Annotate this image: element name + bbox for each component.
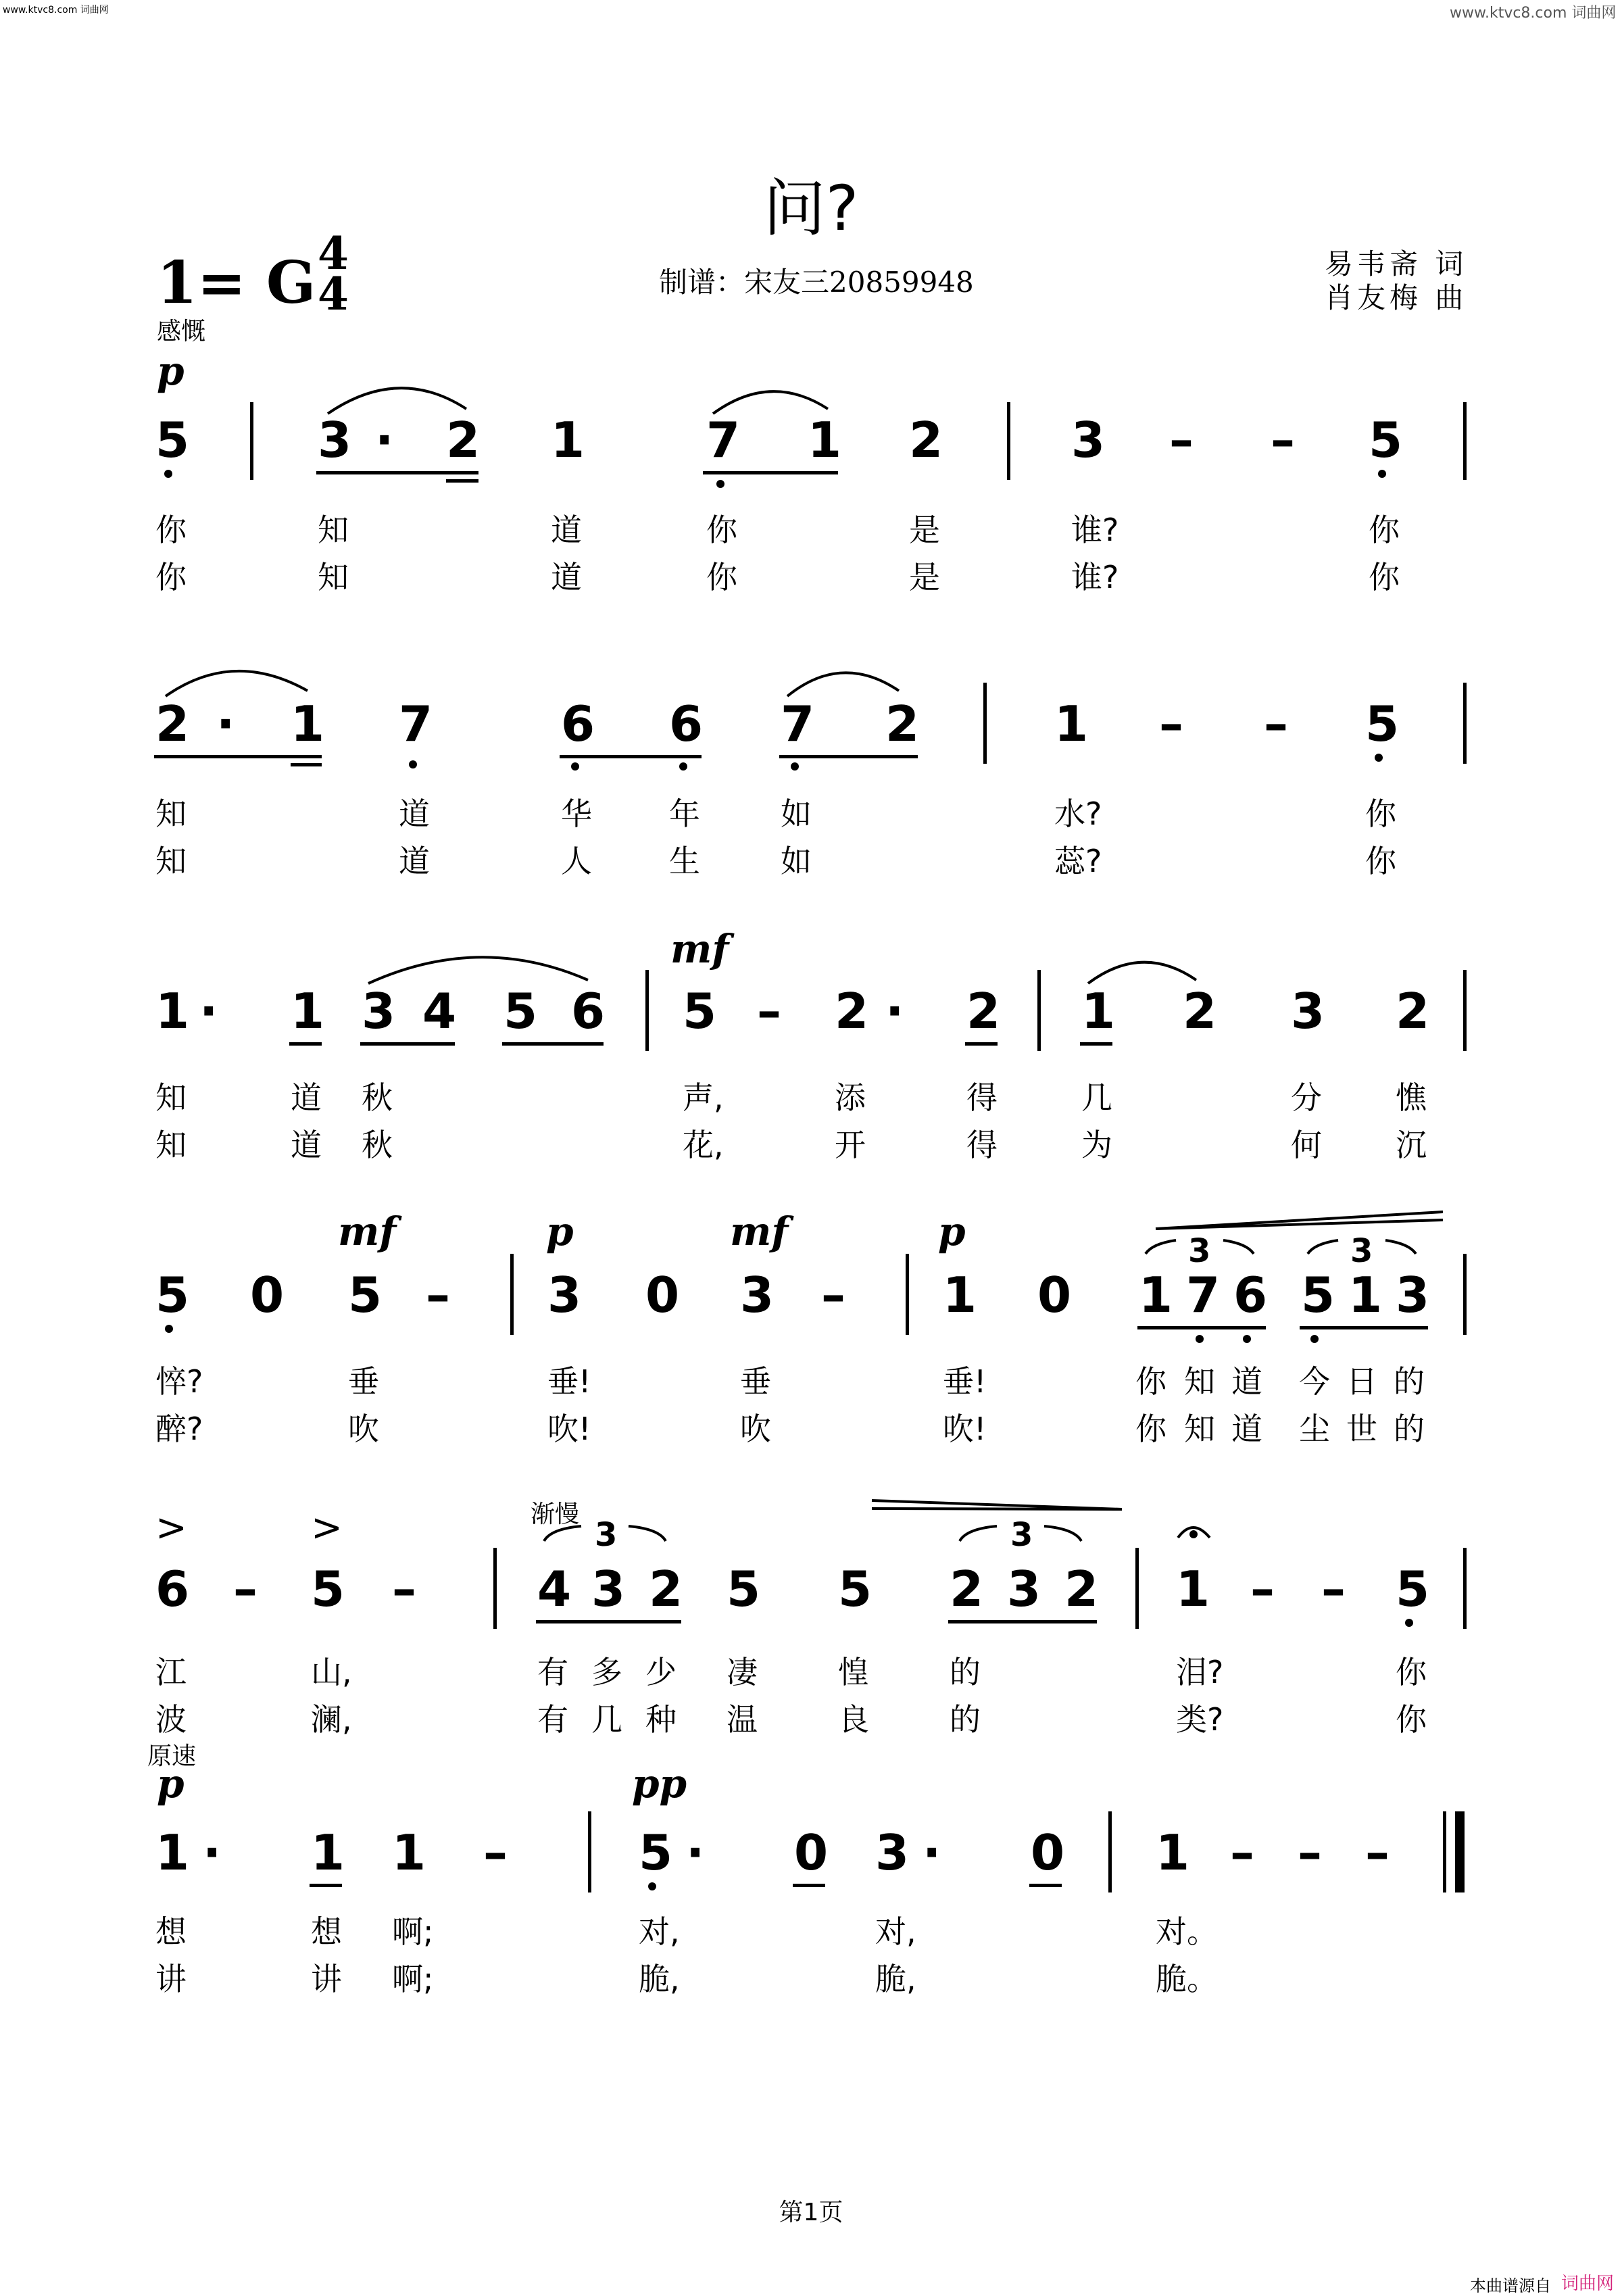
lyric: 啊; — [392, 1961, 434, 1997]
dynamic-p: p — [157, 348, 185, 394]
dash: – — [1159, 695, 1183, 752]
dot-extension: · — [199, 983, 218, 1040]
note: 5 — [155, 412, 190, 468]
dot-extension: · — [686, 1824, 705, 1881]
lyric: 你 — [1135, 1411, 1166, 1447]
lyric: 你 — [706, 559, 737, 595]
lyricist-credit: 易韦斋 词 — [1325, 247, 1468, 280]
lyric: 啊; — [392, 1913, 434, 1950]
lyric: 水? — [1054, 796, 1102, 832]
triplet-mark: 3 — [1010, 1516, 1033, 1554]
dot-extension: · — [885, 983, 904, 1040]
dot-extension: · — [923, 1824, 941, 1881]
lyric: 垂! — [943, 1363, 987, 1400]
lyric: 道 — [399, 843, 430, 879]
lyric: 添 — [835, 1079, 866, 1116]
note: 2 — [966, 983, 1001, 1040]
composer-credit: 肖友梅 曲 — [1325, 281, 1468, 314]
slur — [1088, 962, 1196, 983]
note: 6 — [1233, 1267, 1268, 1323]
lyric: 良 — [838, 1701, 869, 1738]
lyric: 生 — [669, 843, 700, 879]
lyric: 想 — [155, 1913, 187, 1950]
dash: – — [1264, 695, 1288, 752]
lyric: 日 — [1346, 1363, 1377, 1400]
lyric: 垂! — [547, 1363, 591, 1400]
note: 6 — [669, 695, 704, 752]
note: 2 — [155, 695, 190, 752]
lyric: 醉? — [155, 1411, 203, 1447]
lyric: 凄 — [727, 1654, 758, 1690]
lyric: 今 — [1299, 1363, 1330, 1400]
lyric: 吹 — [740, 1411, 771, 1447]
note: 3 — [318, 412, 352, 468]
note: 5 — [838, 1561, 873, 1617]
lyric: 脆, — [639, 1961, 680, 1997]
note: 5 — [639, 1824, 673, 1881]
lyric: 是 — [909, 559, 940, 595]
lyric: 声, — [683, 1079, 724, 1116]
triplet-bracket — [544, 1526, 666, 1541]
rest: 0 — [794, 1824, 829, 1881]
note: 6 — [155, 1561, 190, 1617]
note: 5 — [155, 1267, 190, 1323]
dash: – — [821, 1267, 845, 1323]
dash: – — [757, 983, 781, 1040]
lyric: 泪? — [1176, 1654, 1224, 1690]
note: 3 — [1071, 412, 1106, 468]
lyric: 知 — [318, 512, 349, 548]
note: 1 — [155, 983, 190, 1040]
note: 3 — [740, 1267, 775, 1323]
note: 1 — [808, 412, 842, 468]
note: 2 — [835, 983, 869, 1040]
lyric: 得 — [966, 1079, 998, 1116]
site-logo: 词曲网 — [1561, 2274, 1615, 2294]
note: 5 — [1301, 1267, 1335, 1323]
lyric: 几 — [591, 1701, 622, 1738]
note: 5 — [1396, 1561, 1430, 1617]
note: 5 — [1365, 695, 1400, 752]
note: 1 — [291, 695, 325, 752]
note: 7 — [706, 412, 741, 468]
lyric: 人 — [561, 843, 592, 879]
lyric: 波 — [155, 1701, 187, 1738]
note: 1 — [943, 1267, 977, 1323]
lyric: 有 — [537, 1654, 568, 1690]
lyric: 对, — [875, 1913, 916, 1950]
dot-extension: · — [203, 1824, 222, 1881]
accent-mark: > — [311, 1506, 343, 1550]
rest: 0 — [1031, 1824, 1065, 1881]
dot-extension: · — [216, 695, 235, 752]
note: 2 — [909, 412, 943, 468]
dynamic-p: p — [546, 1208, 574, 1254]
dynamic-mf: mf — [730, 1208, 789, 1254]
lyric: 道 — [1231, 1363, 1262, 1400]
lyric: 有 — [537, 1701, 568, 1738]
note: 1 — [291, 983, 325, 1040]
lyric: 你 — [1135, 1363, 1166, 1400]
time-sig-top: 4 — [318, 227, 349, 280]
lyric: 垂 — [348, 1363, 379, 1400]
a-tempo-mark: 原速 — [147, 1742, 197, 1770]
note: 6 — [561, 695, 595, 752]
dynamic-p: p — [938, 1208, 966, 1254]
lyric: 少 — [645, 1654, 677, 1690]
triplet-mark: 3 — [595, 1516, 618, 1554]
triplet-mark: 3 — [1350, 1232, 1373, 1270]
note: 3 — [1396, 1267, 1430, 1323]
lyric: 你 — [155, 512, 187, 548]
note: 7 — [781, 695, 815, 752]
note: 3 — [1291, 983, 1325, 1040]
lyric: 开 — [835, 1127, 866, 1163]
note: 5 — [727, 1561, 761, 1617]
lyric: 种 — [645, 1701, 677, 1738]
note: 3 — [591, 1561, 626, 1617]
note: 3 — [875, 1824, 910, 1881]
lyric: 山, — [311, 1654, 352, 1690]
note: 1 — [1176, 1561, 1210, 1617]
ritardando-mark: 渐慢 — [531, 1500, 580, 1528]
decrescendo-hairpin — [872, 1500, 1122, 1509]
note: 2 — [1064, 1561, 1099, 1617]
lyric: 道 — [551, 512, 582, 548]
lyric: 秋 — [362, 1079, 393, 1116]
lyric: 尘 — [1299, 1411, 1330, 1447]
lyric: 脆, — [875, 1961, 916, 1997]
lyric: 澜, — [311, 1701, 352, 1738]
crescendo-hairpin — [1156, 1212, 1443, 1229]
lyric: 垂 — [740, 1363, 771, 1400]
note: 3 — [362, 983, 396, 1040]
source-note: 本曲谱源自 — [1470, 2276, 1551, 2295]
note: 1 — [1348, 1267, 1383, 1323]
dash: – — [1271, 412, 1295, 468]
triplet-bracket — [1308, 1240, 1416, 1254]
dot-extension: · — [375, 412, 394, 468]
lyric: 的 — [950, 1654, 981, 1690]
lyric: 分 — [1291, 1079, 1322, 1116]
lyric: 世 — [1346, 1411, 1377, 1447]
lyric: 蕊? — [1054, 843, 1102, 879]
lyric: 知 — [1184, 1411, 1215, 1447]
dash: – — [392, 1561, 416, 1617]
lyric: 知 — [155, 1079, 187, 1116]
lyric: 华 — [561, 796, 592, 832]
lyric: 为 — [1081, 1127, 1112, 1163]
lyric: 多 — [591, 1654, 622, 1690]
triplet-mark: 3 — [1188, 1232, 1211, 1270]
lyric: 想 — [311, 1913, 342, 1950]
note: 3 — [1007, 1561, 1041, 1617]
note: 2 — [1183, 983, 1217, 1040]
lyric: 温 — [727, 1701, 758, 1738]
lyric: 谁? — [1071, 512, 1119, 548]
lyric: 如 — [781, 796, 812, 832]
lyric: 是 — [909, 512, 940, 548]
lyric: 道 — [399, 796, 430, 832]
lyric: 花, — [683, 1127, 724, 1163]
lyric: 知 — [1184, 1363, 1215, 1400]
note: 1 — [392, 1824, 426, 1881]
lyric: 的 — [1394, 1363, 1425, 1400]
lyric: 江 — [155, 1654, 187, 1690]
lyric: 讲 — [155, 1961, 187, 1997]
dash: – — [483, 1824, 508, 1881]
note: 1 — [311, 1824, 345, 1881]
transcriber-credit: 制谱：宋友三20859948 — [659, 266, 974, 299]
lyric: 知 — [155, 843, 187, 879]
note: 5 — [1369, 412, 1403, 468]
lyric: 你 — [1365, 843, 1396, 879]
lyric: 知 — [155, 796, 187, 832]
lyric: 道 — [291, 1127, 322, 1163]
note: 1 — [551, 412, 585, 468]
note: 1 — [1139, 1267, 1173, 1323]
dynamic-p: p — [157, 1761, 185, 1807]
lyric: 惶 — [838, 1654, 869, 1690]
dash: – — [1169, 412, 1194, 468]
slur — [328, 388, 466, 414]
lyric: 你 — [1365, 796, 1396, 832]
triplet-bracket — [960, 1526, 1081, 1541]
note: 5 — [503, 983, 538, 1040]
note: 5 — [311, 1561, 345, 1617]
lyric: 讲 — [311, 1961, 342, 1997]
lyric: 的 — [950, 1701, 981, 1738]
lyric: 脆。 — [1156, 1961, 1218, 1997]
note: 1 — [1156, 1824, 1190, 1881]
lyric: 你 — [1369, 559, 1400, 595]
dash: – — [1250, 1561, 1275, 1617]
lyric: 对。 — [1156, 1913, 1218, 1950]
lyric: 何 — [1291, 1127, 1322, 1163]
lyric: 吹! — [547, 1411, 591, 1447]
lyric: 道 — [1231, 1411, 1262, 1447]
lyric: 年 — [669, 796, 700, 832]
fermata-dot — [1189, 1530, 1198, 1538]
lyric: 悴? — [155, 1363, 203, 1400]
note: 3 — [547, 1267, 582, 1323]
lyric: 吹 — [348, 1411, 379, 1447]
note: 2 — [1396, 983, 1430, 1040]
note: 1 — [155, 1824, 190, 1881]
dash: – — [233, 1561, 257, 1617]
watermark-top-right: www.ktvc8.com 词曲网 — [1450, 5, 1617, 22]
note: 2 — [649, 1561, 683, 1617]
note: 2 — [885, 695, 920, 752]
key-signature: 1= G — [157, 249, 316, 317]
lyric: 你 — [1396, 1701, 1427, 1738]
note: 7 — [399, 695, 433, 752]
dynamic-pp: pp — [632, 1761, 687, 1807]
dash: – — [426, 1267, 450, 1323]
note: 4 — [422, 983, 457, 1040]
lyric: 你 — [1396, 1654, 1427, 1690]
lyric: 吹! — [943, 1411, 987, 1447]
rest: 0 — [1037, 1267, 1072, 1323]
lyric: 你 — [1369, 512, 1400, 548]
lyric: 类? — [1176, 1701, 1224, 1738]
note: 5 — [348, 1267, 383, 1323]
rest: 0 — [250, 1267, 285, 1323]
note: 2 — [446, 412, 481, 468]
slur — [368, 957, 588, 983]
page-number: 第1页 — [779, 2199, 843, 2226]
dash: – — [1365, 1824, 1390, 1881]
note: 4 — [537, 1561, 572, 1617]
slur — [166, 671, 308, 696]
dash: – — [1321, 1561, 1346, 1617]
lyric: 你 — [706, 512, 737, 548]
lyric: 道 — [551, 559, 582, 595]
lyric: 对, — [639, 1913, 680, 1950]
triplet-bracket — [1146, 1240, 1254, 1254]
lyric: 道 — [291, 1079, 322, 1116]
dynamic-mf: mf — [338, 1208, 397, 1254]
slur — [787, 673, 899, 696]
lyric: 得 — [966, 1127, 998, 1163]
note: 7 — [1186, 1267, 1221, 1323]
dynamic-mf: mf — [670, 926, 729, 972]
lyric: 如 — [781, 843, 812, 879]
note: 1 — [1081, 983, 1116, 1040]
lyric: 知 — [318, 559, 349, 595]
song-title: 问? — [763, 172, 859, 245]
slur — [713, 391, 828, 414]
lyric: 你 — [155, 559, 187, 595]
time-sig-bottom: 4 — [318, 268, 349, 320]
lyric: 的 — [1394, 1411, 1425, 1447]
lyric: 几 — [1081, 1079, 1112, 1116]
lyric: 谁? — [1071, 559, 1119, 595]
watermark-top-left: www.ktvc8.com 词曲网 — [3, 5, 109, 16]
note: 2 — [950, 1561, 984, 1617]
lyric: 秋 — [362, 1127, 393, 1163]
lyric: 憔 — [1396, 1079, 1427, 1116]
note: 1 — [1054, 695, 1089, 752]
lyric: 知 — [155, 1127, 187, 1163]
dash: – — [1298, 1824, 1322, 1881]
dash: – — [1230, 1824, 1254, 1881]
lyric: 沉 — [1396, 1127, 1427, 1163]
note: 5 — [683, 983, 717, 1040]
tempo-mark: 感慨 — [157, 318, 206, 345]
note: 6 — [571, 983, 606, 1040]
rest: 0 — [645, 1267, 680, 1323]
accent-mark: > — [155, 1506, 187, 1550]
